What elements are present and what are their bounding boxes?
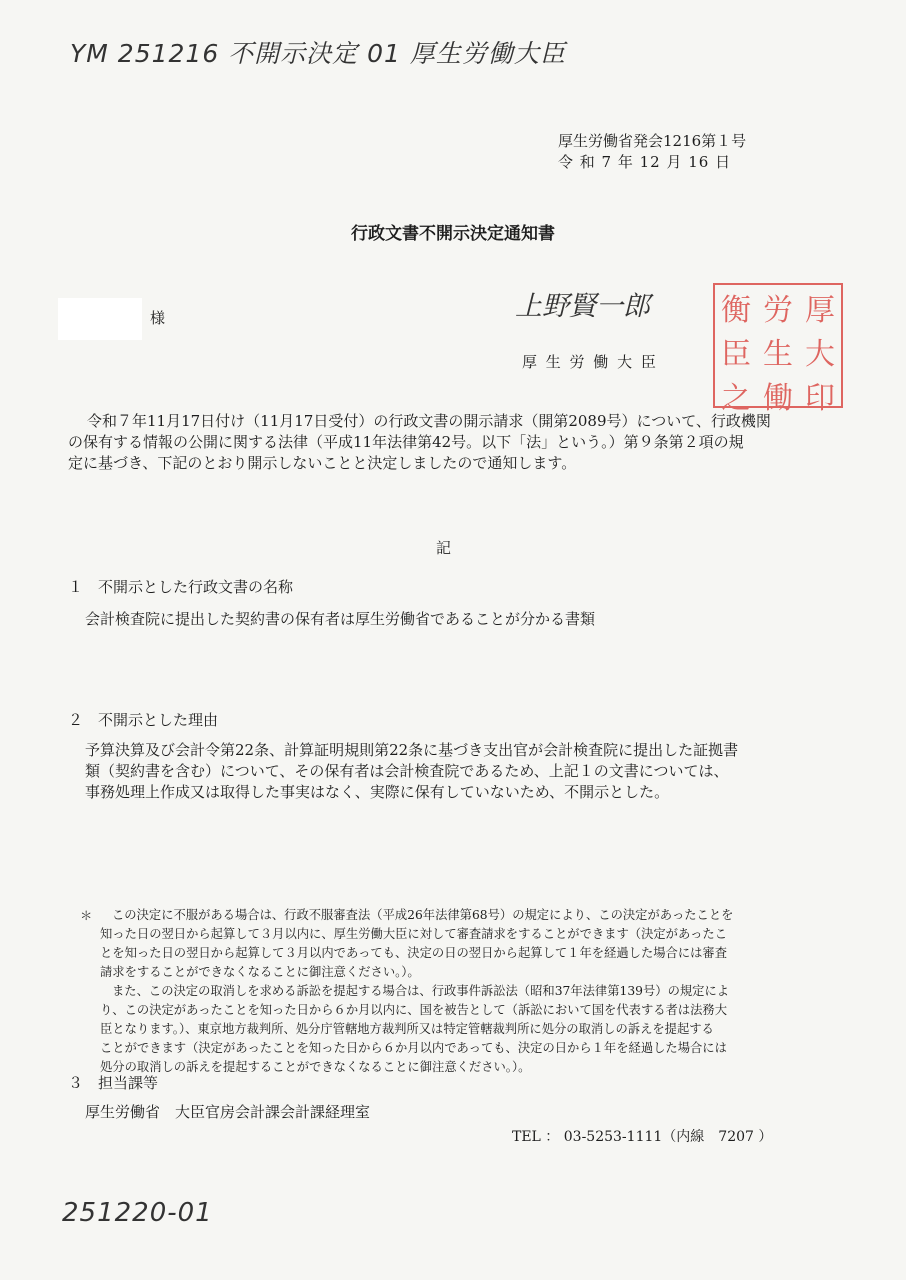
page-title: 行政文書不開示決定通知書 xyxy=(351,224,555,244)
handwritten-note-bottom: 251220-01 xyxy=(62,1198,213,1228)
note-line: 知った日の翌日から起算して３月以内に、厚生労働大臣に対して審査請求をすることができます（決定があったこ xyxy=(100,927,728,941)
intro-line: の保有する情報の公開に関する法律（平成11年法律第42号。以下「法」という。）第９条第２項の規 xyxy=(68,433,744,451)
note-line: とを知った日の翌日から起算して３月以内であっても、決定の日の翌日から起算して１年を経過した場合には審査 xyxy=(100,946,728,960)
addressee-suffix: 様 xyxy=(150,309,166,327)
sender: 厚 生 労 働 大 臣 xyxy=(522,353,658,371)
seal-char: 之 xyxy=(721,381,751,416)
ki-heading: 記 xyxy=(436,539,452,557)
signature: 上野賢一郎 xyxy=(515,291,650,322)
section1-body: 会計検査院に提出した契約書の保有者は厚生労働省であることが分かる書類 xyxy=(85,610,596,628)
seal-char: 印 xyxy=(805,381,835,416)
section2-line: 予算決算及び会計令第22条、計算証明規則第22条に基づき支出官が会計検査院に提出した証拠書 xyxy=(85,741,739,759)
section1-heading: １ 不開示とした行政文書の名称 xyxy=(68,578,294,596)
document-number: 厚生労働省発会1216第１号 xyxy=(558,132,747,150)
seal-char: 臣 xyxy=(721,337,751,372)
contact-tel: TEL ： 03-5253-1111（内線 7207 ） xyxy=(512,1129,773,1145)
seal-char: 厚 xyxy=(805,293,835,328)
seal-char: 働 xyxy=(763,381,793,416)
seal-char: 衡 xyxy=(721,293,751,328)
seal-char: 労 xyxy=(763,293,793,328)
contact-office: 厚生労働省 大臣官房会計課会計課経理室 xyxy=(85,1103,371,1121)
document-date: 令 和 7 年 12 月 16 日 xyxy=(558,153,732,171)
note-line: ことができます（決定があったことを知った日から６か月以内であっても、決定の日から１年を経過した場合には xyxy=(100,1041,727,1055)
note-line: り、この決定があったことを知った日から６か月以内に、国を被告として（訴訟において国を代表する者は法務大 xyxy=(100,1003,728,1017)
intro-line: 令和７年11月17日付け（11月17日受付）の行政文書の開示請求（開第2089号）について、行政機関 xyxy=(87,412,771,430)
seal-char: 生 xyxy=(763,337,793,372)
note-line: また、この決定の取消しを求める訴訟を提起する場合は、行政事件訴訟法（昭和37年法律第139号）の規定によ xyxy=(112,984,730,998)
note-line: 処分の取消しの訴えを提起することができなくなることに御注意ください。）。 xyxy=(100,1060,531,1074)
official-seal xyxy=(713,283,843,416)
redacted-addressee xyxy=(58,298,142,340)
note-line: この決定に不服がある場合は、行政不服審査法（平成26年法律第68号）の規定により、この決定があったことを xyxy=(112,908,734,922)
seal-char: 大 xyxy=(805,337,835,372)
note-line: 請求をすることができなくなることに御注意ください。）。 xyxy=(100,965,420,979)
handwritten-note-top: YM 251216 不開示決定 01 厚生労働大臣 xyxy=(70,39,566,68)
section2-line: 事務処理上作成又は取得した事実はなく、実際に保有していないため、不開示とした。 xyxy=(85,783,670,801)
section2-line: 類（契約書を含む）について、その保有者は会計検査院であるため、上記１の文書については、 xyxy=(85,762,729,780)
note-mark: ＊ xyxy=(80,909,93,923)
intro-line: 定に基づき、下記のとおり開示しないことと決定しましたので通知します。 xyxy=(68,454,577,472)
section3-heading: ３ 担当課等 xyxy=(68,1074,159,1092)
note-line: 臣となります。）、東京地方裁判所、処分庁管轄地方裁判所又は特定管轄裁判所に処分の取消しの訴えを提起する xyxy=(100,1022,714,1036)
section2-heading: ２ 不開示とした理由 xyxy=(68,711,219,729)
